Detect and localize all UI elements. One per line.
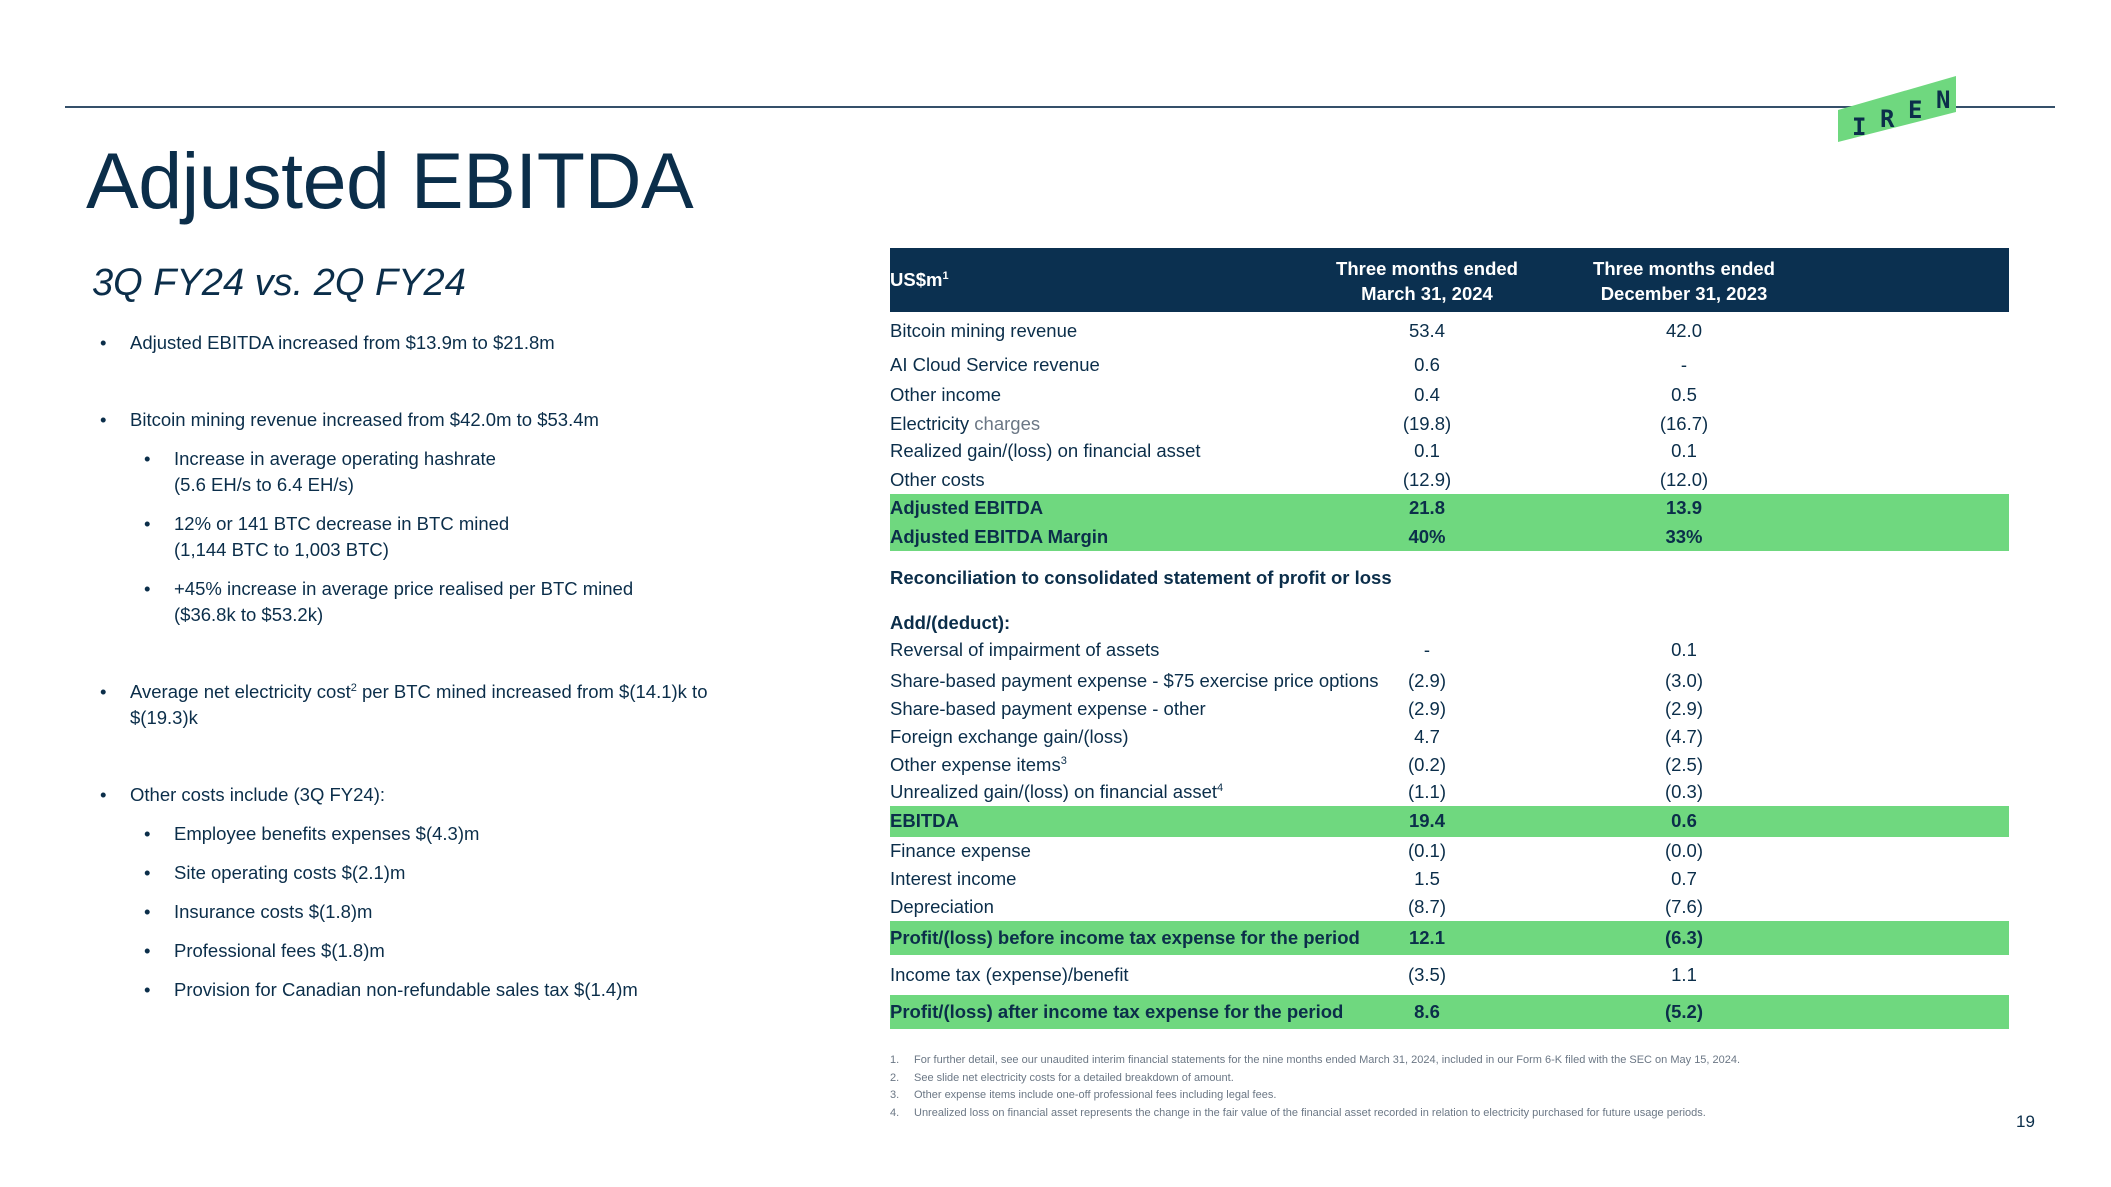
bullet-text: Increase in average operating hashrate: [174, 448, 496, 469]
row-label: Electricity charges: [890, 413, 1041, 434]
bullet-item: • Average net electricity cost$^2$ per BTC mined increased from $(14.1)k to $(19.3)k: [100, 681, 708, 728]
value-prior: (0.3): [1664, 781, 1704, 802]
value-prior: (12.0): [1659, 469, 1709, 490]
table-row: [890, 837, 2009, 865]
bullet-text: Adjusted EBITDA increased from $13.9m to $21.8m: [130, 332, 555, 353]
value-prior: 1.1: [1671, 964, 1697, 985]
value-prior: 13.9: [1665, 497, 1702, 518]
svg-text:I: I: [1852, 113, 1867, 141]
value-prior: 0.6: [1671, 810, 1697, 831]
page-subtitle: 3Q FY24 vs. 2Q FY24: [92, 262, 466, 304]
value-prior: 42.0: [1665, 320, 1702, 341]
page-number: 19: [2016, 1112, 2035, 1131]
value-prior: 0.1: [1671, 639, 1697, 660]
row-label: Reconciliation to consolidated statement of profit or loss: [890, 567, 1392, 588]
row-label: AI Cloud Service revenue: [890, 354, 1100, 375]
row-label: Other expense items$^3$: [890, 754, 1067, 775]
bullet-text: Employee benefits expenses $(4.3)m: [174, 823, 480, 844]
table-row: [890, 350, 2009, 380]
row-label: Interest income: [890, 868, 1017, 889]
table-row: [890, 865, 2009, 893]
svg-text:N: N: [1936, 86, 1951, 114]
bullet-text: Professional fees $(1.8)m: [174, 940, 385, 961]
bullet-list: [92, 330, 792, 1003]
footnote: 4. Unrealized loss on financial asset represents the change in the fair value of the financial asset recorded in relation to electricity purchased for future usage periods.: [890, 1106, 1706, 1119]
row-label: Other costs: [890, 469, 985, 490]
table-row: [890, 380, 2009, 410]
value-prior: (2.9): [1664, 698, 1704, 719]
value-prior: (4.7): [1664, 726, 1704, 747]
sub-bullet-item: • Site operating costs $(2.1)m: [144, 862, 406, 883]
value-current: 40%: [1408, 526, 1446, 547]
svg-text:R: R: [1880, 105, 1895, 133]
table-body: [890, 312, 2009, 1029]
row-label: Share-based payment expense - $75 exercise price options: [890, 670, 1379, 691]
value-current: (19.8): [1402, 413, 1452, 434]
row-label: Bitcoin mining revenue: [890, 320, 1078, 341]
row-label: Unrealized gain/(loss) on financial asset$^4$: [890, 781, 1224, 802]
value-current: 19.4: [1408, 810, 1445, 831]
value-prior: -: [1680, 354, 1688, 375]
value-prior: (6.3): [1664, 927, 1704, 948]
value-prior: (2.5): [1664, 754, 1704, 775]
value-prior: 33%: [1665, 526, 1703, 547]
sub-bullet-item: • Employee benefits expenses $(4.3)m: [144, 823, 480, 844]
bullet-text: Provision for Canadian non-refundable sales tax $(1.4)m: [174, 979, 638, 1000]
ebitda-table: [890, 248, 2009, 1029]
value-current: (12.9): [1402, 469, 1452, 490]
bullet-text: $(19.3)k: [130, 707, 198, 728]
footnote-ref: 2: [350, 681, 357, 694]
svg-text:E: E: [1908, 96, 1923, 124]
bullet-text: Average net electricity cost: [130, 681, 351, 702]
footnote-ref: 4: [1217, 781, 1224, 794]
header-col-current: Three months ended March 31, 2024: [1336, 258, 1518, 304]
row-label: Adjusted EBITDA: [890, 497, 1044, 518]
footnote: 1. For further detail, see our unaudited interim financial statements for the nine months ended March 31, 2024, included in our Form 6-K filed with the SEC on May 15, 2024.: [890, 1054, 1741, 1066]
table-row: [890, 523, 2009, 551]
sub-bullet-item: • Professional fees $(1.8)m: [144, 940, 385, 961]
row-label: Depreciation: [890, 896, 994, 917]
table-row: [890, 665, 2009, 695]
value-current: 1.5: [1414, 868, 1440, 889]
footnotes: [890, 1052, 2040, 1122]
bullet-text: +45% increase in average price realised per BTC mined: [174, 578, 634, 599]
row-label: Add/(deduct):: [890, 612, 1011, 633]
bullet-item: • Bitcoin mining revenue increased from $42.0m to $53.4m: [100, 409, 599, 430]
row-label: Profit/(loss) before income tax expense for the period: [890, 927, 1360, 948]
table-row: [890, 955, 2009, 995]
sub-bullet-item: • Increase in average operating hashrate (5.6 EH/s to 6.4 EH/s): [144, 448, 496, 495]
row-label: Reversal of impairment of assets: [890, 639, 1160, 660]
bullet-text: 12% or 141 BTC decrease in BTC mined: [174, 513, 510, 534]
table-row: [890, 466, 2009, 494]
table-row: [890, 603, 2009, 635]
value-current: (8.7): [1407, 896, 1447, 917]
value-current: 0.4: [1414, 384, 1440, 405]
value-current: (0.2): [1407, 754, 1447, 775]
table-row: [890, 551, 2009, 603]
value-prior: 0.5: [1671, 384, 1697, 405]
value-current: 0.6: [1414, 354, 1440, 375]
value-prior: (5.2): [1664, 1001, 1704, 1022]
value-current: (1.1): [1407, 781, 1447, 802]
value-current: 4.7: [1414, 726, 1440, 747]
value-current: 53.4: [1408, 320, 1445, 341]
value-prior: (7.6): [1664, 896, 1704, 917]
bullet-text: Insurance costs $(1.8)m: [174, 901, 373, 922]
bullet-text: Other costs include (3Q FY24):: [130, 784, 385, 805]
row-label: Share-based payment expense - other: [890, 698, 1206, 719]
table-row: [890, 438, 2009, 466]
row-label: Foreign exchange gain/(loss): [890, 726, 1129, 747]
value-current: 12.1: [1408, 927, 1445, 948]
header-currency-label: $US\$m^1$: [890, 269, 949, 290]
table-row: [890, 723, 2009, 751]
table-row: [890, 806, 2009, 837]
sub-bullet-item: • Insurance costs $(1.8)m: [144, 901, 373, 922]
table-header: [890, 248, 2009, 312]
value-current: -: [1423, 639, 1431, 660]
table-row: [890, 779, 2009, 806]
value-prior: 0.7: [1671, 868, 1697, 889]
footnote-ref: 3: [1060, 754, 1067, 767]
bullet-text: Bitcoin mining revenue increased from $42.0m to $53.4m: [130, 409, 599, 430]
bullet-text: ($36.8k to $53.2k): [174, 604, 324, 625]
value-prior: (0.0): [1664, 840, 1704, 861]
value-prior: 0.1: [1671, 440, 1697, 461]
table-row: [890, 312, 2009, 350]
table-row: [890, 635, 2009, 665]
row-label: Finance expense: [890, 840, 1031, 861]
bullet-item: • Other costs include (3Q FY24):: [100, 784, 385, 805]
bullet-text: (5.6 EH/s to 6.4 EH/s): [174, 474, 354, 495]
table-row: [890, 893, 2009, 921]
bullet-text: per BTC mined increased from $(14.1)k to: [356, 681, 708, 702]
bullet-text: Site operating costs $(2.1)m: [174, 862, 406, 883]
value-prior: (3.0): [1664, 670, 1704, 691]
sub-bullet-item: • 12% or 141 BTC decrease in BTC mined (1,144 BTC to 1,003 BTC): [144, 513, 510, 560]
table-row: [890, 995, 2009, 1029]
value-current: (2.9): [1407, 670, 1447, 691]
table-row: [890, 921, 2009, 955]
sub-bullet-item: • Provision for Canadian non-refundable sales tax $(1.4)m: [144, 979, 638, 1000]
value-current: 8.6: [1414, 1001, 1440, 1022]
bullet-item: • Adjusted EBITDA increased from $13.9m to $21.8m: [100, 332, 555, 353]
row-label: Other income: [890, 384, 1002, 405]
table-row: [890, 751, 2009, 779]
table-row: [890, 410, 2009, 438]
row-label: Income tax (expense)/benefit: [890, 964, 1129, 985]
value-current: (2.9): [1407, 698, 1447, 719]
row-label: Realized gain/(loss) on financial asset: [890, 440, 1201, 461]
iren-logo: [1830, 72, 1965, 144]
top-rule: [65, 106, 2055, 108]
footnote: 3. Other expense items include one-off professional fees including legal fees.: [890, 1089, 1277, 1101]
row-label: EBITDA: [890, 810, 959, 831]
table-row: [890, 494, 2009, 523]
table-row: [890, 695, 2009, 723]
sub-bullet-item: • +45% increase in average price realised per BTC mined ($36.8k to $53.2k): [144, 578, 634, 625]
header-col-prior: Three months ended December 31, 2023: [1593, 258, 1775, 304]
value-prior: (16.7): [1659, 413, 1709, 434]
row-label: Adjusted EBITDA Margin: [890, 526, 1109, 547]
page-title: Adjusted EBITDA: [86, 136, 694, 225]
bullet-text: (1,144 BTC to 1,003 BTC): [174, 539, 389, 560]
value-current: 21.8: [1408, 497, 1445, 518]
value-current: 0.1: [1414, 440, 1440, 461]
row-label: Profit/(loss) after income tax expense for the period: [890, 1001, 1344, 1022]
value-current: (0.1): [1407, 840, 1447, 861]
footnote: 2. See slide net electricity costs for a detailed breakdown of amount.: [890, 1071, 1234, 1084]
value-current: (3.5): [1407, 964, 1447, 985]
